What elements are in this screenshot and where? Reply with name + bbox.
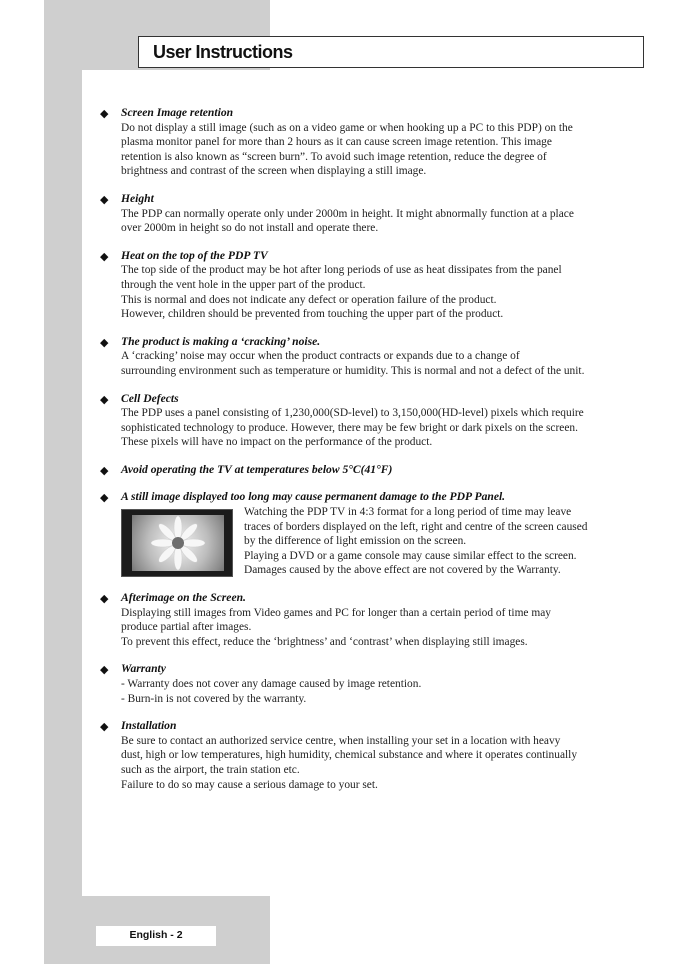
page-number-box bbox=[96, 926, 216, 946]
body-line: surrounding environment such as temperature or humidity. This is normal and not a defect of the unit. bbox=[121, 364, 585, 377]
bullet-icon: ◆ bbox=[100, 720, 109, 734]
body-line: The top side of the product may be hot after long periods of use as heat dissipates from the panel bbox=[121, 264, 562, 277]
section-heading: Cell Defects bbox=[121, 391, 179, 405]
retention-text bbox=[244, 505, 587, 578]
sections-top bbox=[100, 106, 650, 477]
body-line: These pixels will have no impact on the performance of the product. bbox=[121, 436, 433, 449]
body-line: produce partial after images. bbox=[121, 621, 252, 634]
section-the-product-is-making-a-cracking-noise bbox=[100, 335, 650, 379]
body-line: Displaying still images from Video games and PC for longer than a certain period of time may bbox=[121, 606, 551, 619]
body-line: - Warranty does not cover any damage caused by image retention. bbox=[121, 678, 422, 690]
retention-row bbox=[121, 505, 650, 578]
body-line: This is normal and does not indicate any defect or operation failure of the product. bbox=[121, 293, 497, 306]
section-height bbox=[100, 192, 650, 236]
section-heading: Height bbox=[121, 191, 154, 205]
page-title: User Instructions bbox=[153, 42, 293, 62]
bullet-icon: ◆ bbox=[100, 335, 109, 349]
body-line: However, children should be prevented from touching the upper part of the product. bbox=[121, 308, 504, 321]
body-line: Be sure to contact an authorized service centre, when installing your set in a location with heavy bbox=[121, 734, 561, 747]
section-body bbox=[121, 677, 650, 706]
body-line: brightness and contrast of the screen when displaying a still image. bbox=[121, 165, 427, 178]
bullet-icon: ◆ bbox=[100, 592, 109, 606]
body-line: To prevent this effect, reduce the ‘brightness’ and ‘contrast’ when displaying still images. bbox=[121, 635, 528, 648]
section-body bbox=[121, 349, 650, 378]
bullet-icon: ◆ bbox=[100, 491, 109, 505]
section-heading: A still image displayed too long may cause permanent damage to the PDP Panel. bbox=[121, 490, 506, 504]
body-line: The PDP uses a panel consisting of 1,230,000(SD-level) to 3,150,000(HD-level) pixels which require bbox=[121, 407, 584, 420]
bullet-icon: ◆ bbox=[100, 249, 109, 263]
page-number: English - 2 bbox=[129, 929, 183, 941]
body-line: such as the airport, the train station etc. bbox=[121, 763, 300, 776]
section-body bbox=[121, 121, 650, 179]
section-cell-defects bbox=[100, 392, 650, 450]
bullet-icon: ◆ bbox=[100, 107, 109, 120]
body-line: Watching the PDP TV in 4:3 format for a long period of time may leave bbox=[244, 506, 572, 519]
section-installation bbox=[100, 719, 650, 792]
section-body bbox=[121, 263, 650, 321]
section-still-image bbox=[100, 490, 650, 578]
section-heading: Afterimage on the Screen. bbox=[121, 591, 246, 605]
body-line: through the vent hole in the upper part of the product. bbox=[121, 278, 366, 291]
bullet-icon: ◆ bbox=[100, 463, 109, 477]
body-line: The PDP can normally operate only under 2000m in height. It might abnormally function at a place bbox=[121, 207, 574, 220]
body-line: Do not display a still image (such as on a video game or when hooking up a PC to this PDP) on the bbox=[121, 121, 573, 134]
flower-image bbox=[132, 515, 224, 571]
section-heading: Warranty bbox=[121, 662, 166, 676]
body-line: over 2000m in height so do not install and operate there. bbox=[121, 222, 379, 235]
section-afterimage-on-the-screen bbox=[100, 591, 650, 649]
body-line: Damages caused by the above effect are not covered by the Warranty. bbox=[244, 564, 561, 577]
section-body bbox=[121, 734, 650, 792]
body-line: dust, high or low temperatures, high humidity, chemical substance and where it operates continually bbox=[121, 749, 578, 762]
body-line: - Burn-in is not covered by the warranty. bbox=[121, 692, 307, 705]
section-heading: Heat on the top of the PDP TV bbox=[121, 248, 268, 262]
tv-illustration bbox=[121, 509, 233, 577]
bullet-icon: ◆ bbox=[100, 663, 109, 677]
body-line: by the difference of light emission on the screen. bbox=[244, 535, 467, 548]
bullet-icon: ◆ bbox=[100, 192, 109, 206]
section-avoid-operating-the-tv-at-temperatures-b bbox=[100, 463, 650, 478]
section-warranty bbox=[100, 662, 650, 706]
section-heat-on-the-top-of-the-pdp-tv bbox=[100, 249, 650, 322]
bullet-icon: ◆ bbox=[100, 392, 109, 406]
body-line: traces of borders displayed on the left, right and centre of the screen caused bbox=[244, 520, 588, 533]
body-line: plasma monitor panel for more than 2 hours as it can cause screen image retention. This image bbox=[121, 136, 552, 149]
section-heading: Installation bbox=[121, 719, 177, 733]
section-screen-image-retention bbox=[100, 106, 650, 179]
page-title-box bbox=[138, 36, 644, 68]
section-heading: The product is making a ‘cracking’ noise. bbox=[121, 334, 321, 348]
sections-bottom bbox=[100, 591, 650, 792]
body-line: A ‘cracking’ noise may occur when the product contracts or expands due to a change of bbox=[121, 350, 520, 363]
body-line: sophisticated technology to produce. However, there may be few bright or dark pixels on the screen. bbox=[121, 421, 578, 434]
body-line: Failure to do so may cause a serious damage to your set. bbox=[121, 778, 378, 791]
section-body bbox=[121, 406, 650, 450]
section-body bbox=[121, 606, 650, 650]
body-line: Playing a DVD or a game console may cause similar effect to the screen. bbox=[244, 549, 577, 562]
body-line: retention is also known as “screen burn”. To avoid such image retention, reduce the degree of bbox=[121, 150, 547, 163]
section-heading: Avoid operating the TV at temperatures below 5°C(41°F) bbox=[121, 462, 393, 476]
section-heading: Screen Image retention bbox=[121, 106, 234, 119]
section-body bbox=[121, 207, 650, 236]
instructions-content bbox=[100, 106, 650, 805]
